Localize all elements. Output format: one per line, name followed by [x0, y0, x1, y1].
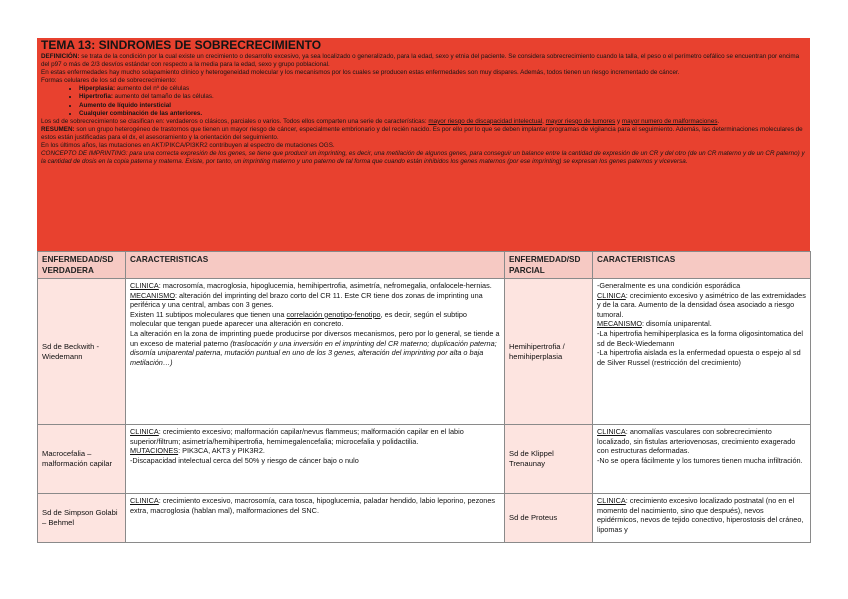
list-item — [79, 85, 806, 93]
form-label: Hiperplasia: — [79, 85, 116, 93]
header-characteristics: CARACTERISTICAS — [126, 252, 505, 279]
mutations-text: : PIK3CA, AKT3 y PIK3R2. — [178, 446, 265, 456]
syndrome-name: Sd de Simpson Golabi – Behmel — [38, 494, 126, 543]
syndrome-name: Sd de Beckwith - Wiedemann — [38, 279, 126, 425]
syndrome-name: Hemihipertrofia / hemihiperplasia — [505, 279, 593, 425]
form-label: Hipertrofia: — [79, 93, 113, 101]
classification-risk-3: mayor numero de malformaciones — [621, 117, 718, 125]
list-item — [79, 110, 806, 118]
page-title: TEMA 13: SINDROMES DE SOBRECRECIMIENTO — [37, 38, 810, 52]
summary-label: RESUMEN: — [41, 125, 75, 133]
clinical-line — [130, 281, 500, 291]
form-text: aumento del tamaño de las células. — [112, 93, 214, 101]
clinical-text: : crecimiento excesivo localizado postnatal (no en el momento del nacimiento, sino que después), nevos epidérmicos, nevos de tejido conectivo, hiperostosis del cráneo, lipomas y — [597, 496, 804, 534]
clinical-text: : crecimiento excesivo; malformación capilar/nevus flammeus; malformación capilar en el labio superior/filtrum; asimetría/hemihipertrofia, hemimegalencefalia; microcefalia y polidactilia. — [130, 427, 464, 446]
alteration-italic: (traslocación y una inversión en el imprinting del CR materno; duplicación paterna; disomía uniparental paterna, mutación puntual en uno de los 3 genes, alteración del imprinting por alta o baja metilación…) — [130, 338, 497, 367]
clinical-line — [130, 496, 500, 515]
clinical-label: CLINICA — [597, 290, 626, 300]
intro-block — [37, 52, 810, 251]
clinical-line — [597, 427, 806, 456]
clinical-line — [597, 291, 806, 320]
forms-list — [41, 85, 806, 117]
mechanism-label: MECANISMO — [597, 319, 642, 329]
clinical-line — [130, 427, 500, 446]
characteristics-cell — [593, 494, 811, 543]
forms-heading: Formas celulares de los sd de sobrecrecimiento: — [41, 77, 177, 85]
characteristics-cell — [593, 425, 811, 494]
syndrome-name: Sd de Proteus — [505, 494, 593, 543]
clinical-text: : crecimiento excesivo y asimétrico de las extremidades y de la cara. Aumento de la densidad ósea asociado a riesgo tumoral. — [597, 290, 806, 319]
mechanism-label: MECANISMO — [130, 290, 175, 300]
overlap-paragraph: En estas enfermedades hay mucho solapamiento clínico y heterogeneidad molecular y los mecanismos por los cuales se producen estas enfermedades son muy dispares. Además, todos tienen un riesgo incrementado de cáncer. — [41, 69, 680, 77]
mechanism-line — [597, 319, 806, 329]
form-label: Cualquier combinación de las anteriores. — [79, 109, 203, 117]
definition-paragraph — [41, 53, 806, 69]
characteristics-cell — [126, 494, 505, 543]
subtypes-line — [130, 310, 500, 329]
syndrome-name: Macrocefalia – malformación capilar — [38, 425, 126, 494]
characteristics-cell — [593, 279, 811, 425]
header-partial-syndrome: ENFERMEDAD/SD PARCIAL — [505, 252, 593, 279]
table-row — [38, 494, 811, 543]
syndrome-name: Sd de Klippel Trenaunay — [505, 425, 593, 494]
mechanism-text: : disomía uniparental. — [642, 319, 712, 329]
summary-text: son un grupo heterogéneo de trastornos que tienen un mayor riesgo de cáncer, especialmente embrionario y del recién nacido. Es por ello por lo que se deben implantar programas de vigilancia para el seguimiento. Además, las determinaciones moleculares de estos están justificadas para el dx, el asesoramiento y la orientación del seguimiento. — [41, 125, 803, 141]
list-item — [79, 102, 806, 110]
clinical-label: CLINICA — [130, 281, 159, 290]
clinical-text: : crecimiento excesivo, macrosomía, cara tosca, hipoglucemia, paladar hendido, labio leporino, pezones extra, macroglosia (hablan mal), malformaciones del SNC. — [130, 496, 496, 515]
mechanism-line — [130, 291, 500, 310]
syndromes-table — [37, 251, 811, 543]
classification-risk-2: mayor riesgo de tumores — [545, 117, 616, 125]
separator: y — [615, 117, 622, 125]
definition-label: DEFINICIÓN: — [41, 53, 80, 60]
clinical-label: CLINICA — [130, 496, 159, 505]
mechanism-text: : alteración del imprinting del brazo corto del CR 11. Este CR tiene dos zonas de imprinting una periférica y una central, ambas con 3 genes. — [130, 290, 483, 310]
header-true-syndrome: ENFERMEDAD/SD VERDADERA — [38, 252, 126, 279]
mutations-paragraph: En los últimos años, las mutaciones en AKT/PIKCA/PI3KR2 contribuyen al espectro de mutaciones OGS. — [41, 142, 335, 150]
document-page — [37, 38, 810, 543]
summary-paragraph — [41, 126, 806, 142]
classification-risk-1: mayor riesgo de discapacidad intelectual — [428, 117, 543, 125]
text-line: -Discapacidad intelectual cerca del 50% y riesgo de cáncer bajo o nulo — [130, 455, 359, 465]
classification-text: Los sd de sobrecrecimiento se clasifican en: verdaderos o clásicos, parciales o varios. Todos ellos comparten una serie de características: — [41, 117, 429, 125]
text-line: -La hipertrofia aislada es la enfermedad opuesta o espejo al sd de Silver Russel (restricción del crecimiento) — [597, 348, 801, 367]
characteristics-cell — [126, 425, 505, 494]
clinical-text: : anomalías vasculares con sobrecrecimiento localizado, sin fistulas arteriovenosas, crecimiento exagerado con estructuras deformadas. — [597, 427, 796, 456]
classification-paragraph — [41, 118, 806, 126]
mutations-label: MUTACIONES — [130, 446, 179, 456]
mutations-line — [130, 446, 500, 456]
alteration-line — [130, 329, 500, 367]
clinical-text: : macrosomía, macroglosia, hipoglucemia, hemihipertrofia, asimetría, nefromegalia, onfalocele-hernias. — [158, 281, 492, 290]
table-header-row — [38, 252, 811, 279]
subtypes-text-end: , es decir, según el subtipo molecular que tengan puede aparecer una alteración en concreto. — [130, 309, 467, 329]
text-line: -No se opera fácilmente y los tumores tienen mucha infiltración. — [597, 455, 803, 465]
definition-text: se trata de la condición por la cual existe un crecimiento o desarrollo excesivo, ya sea localizado o generalizado, para la edad, sexo y etnia del paciente. Se considera sobrecrecimiento cuando la talla, el peso o el perímetro cefálico se encuentran por encima del p97 o más de 2/3 desvíos estándar con respecto a la media para la edad, sexo y grupo poblacional. — [41, 53, 800, 69]
characteristics-cell — [126, 279, 505, 425]
clinical-label: CLINICA — [130, 427, 159, 436]
header-characteristics-2: CARACTERISTICAS — [593, 252, 811, 279]
clinical-label: CLINICA — [597, 427, 626, 436]
list-item — [79, 93, 806, 101]
imprinting-paragraph: CONCEPTO DE IMPRINTING: para una correcta expresión de los genes, se tiene que producir un imprinting, es decir, una metilación de algunos genes, para conseguir un balance entre la cantidad de expresión de un CR y del otro (de un CR materno y de un CR paterno) y la cantidad de dosis en la copia paterna y materna. Existe, por tanto, un imprinting materno y uno paterno de tal forma que cuando están inhibidos los genes maternos (por ese imprinting) se expresan los genes paternos y viceversa. — [41, 150, 805, 166]
subtypes-text: Existen 11 subtipos moleculares que tienen una — [130, 309, 287, 319]
clinical-line — [597, 496, 806, 534]
clinical-label: CLINICA — [597, 496, 626, 505]
form-label: Aumento de líquido intersticial — [79, 101, 172, 109]
text-line: -La hipertrofia hemihiperplasica es la forma oligosintomatica del sd de Beck-Wiedemann — [597, 328, 804, 348]
table-row — [38, 279, 811, 425]
table-row — [38, 425, 811, 494]
form-text: aumento del nº de células — [115, 85, 190, 93]
genotype-phenotype-term: correlación genotipo-fenotipo — [286, 309, 381, 319]
separator: . — [717, 117, 720, 125]
separator: , — [542, 117, 546, 125]
text-line: -Generalmente es una condición esporádica — [597, 281, 741, 290]
alteration-text: La alteración en la zona de imprinting puede producirse por diversos mecanismos, pero por lo general, se tiende a un exceso de material paterno — [130, 328, 500, 348]
